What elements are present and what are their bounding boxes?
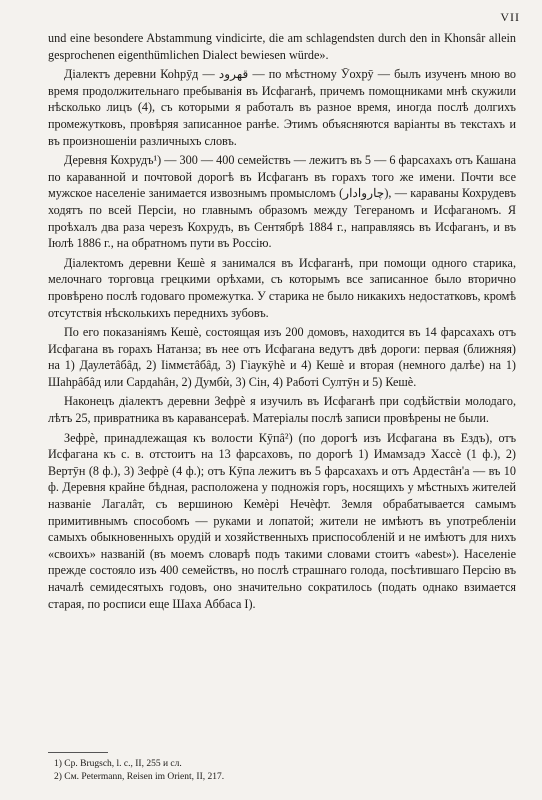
footnote: 2) См. Petermann, Reisen im Orient, II, 217. [54,772,225,782]
paragraph: Діалектомъ деревни Кешѐ я занимался въ Исфаганѣ, при помощи одного старика, мелочнаго торговца грецкими орѣхами, съ которымъ все записанное было вторично провѣрено послѣ годоваго промежутка. У старика не было никакихъ недостатковъ, кромѣ отсутствія нѣсколькихъ переднихъ зубовъ. [48,255,516,320]
body-text [48,30,516,615]
paragraph: Деревня Кохрудъ¹) — 300 — 400 семействъ — лежитъ въ 5 — 6 фарсахахъ отъ Кашана по караванной и почтовой дорогѣ въ Исфаганъ въ горахъ того же имени. Почти все мужское населеніе занимается извознымъ промысломъ (چاروادار), — караваны Кохрудевъ ходятъ по всей Персіи, но главнымъ образомъ между Тегераномъ и Исфаганомъ. Я проѣхалъ два раза черезъ Кохрудъ, въ Сентябрѣ 1884 г., направляясь въ Исфаганъ, и въ Іюлѣ 1886 г., на обратномъ пути въ Россію. [48,153,516,251]
footnotes [54,758,514,784]
footnote-divider [48,752,108,753]
paragraph: Діалектъ деревни Коhрӯд — قهرود — по мѣстному Ӯохрӯ — былъ изученъ мною во время продолжительнаго пребыванія въ Исфаганѣ, причемъ помощниками мнѣ скужили нѣсколько лицъ (4), съ которыми я работалъ въ разное время, иногда послѣ долгихъ промежутковъ, провѣряя записанное ранѣе. Этимъ объясняются варіанты въ текстахъ и въ произношеніи различныхъ словъ. [48,67,516,148]
paragraph: Наконецъ діалектъ деревни Зефрѐ я изучилъ въ Исфаганѣ при содѣйствіи молодаго, лѣтъ 25, привратника въ каравансераѣ. Матеріалы послѣ записи провѣрены не были. [48,394,516,426]
page-number: VII [500,10,520,24]
paragraph: und eine besondere Abstammung vindicirte, die am schlagendsten durch den in Khonsâr allein gesprochenen eigenthümlichen Dialect bewiesen würde». [48,31,516,62]
paragraph: Зефрѐ, принадлежащая къ волости Кӯпâ²) (по дорогѣ изъ Исфагана въ Ездъ), отъ Исфагана къ с. в. отстоитъ на 13 фарсаховъ, по дорогѣ 1) Имамзадэ Хассѐ (1 ф.), 2) Вертӯн (8 ф.), 3) Зефрѐ (4 ф.); отъ Кӯпа лежитъ въ 5 фарсахахъ и отъ Ардестâн'а — въ 10 ф. Деревня крайне бѣдная, расположена у подножія горъ, носящихъ у мѣстныхъ жителей названіе Лагалâт, съ вершиною Кемѐрі Нечѐфт. Земля обрабатывается самымъ примитивнымъ способомъ — руками и лопатой; жители не имѣютъ въ употребленіи самыхъ обыкновенныхъ орудій и хозяйственныхъ приспособленій и не имѣютъ для нихъ «своихъ» названій (въ моемъ словарѣ подъ такими словами стоитъ «abest»). Населеніе прежде состояло изъ 400 семействъ, но послѣ страшнаго голода, посѣтившаго Персію въ началѣ семидесятыхъ годовъ, оно значительно сократилось (подать однако взимается старая, по росписи еще Шаха Аббаса I). [48,430,516,611]
footnote: 1) Ср. Brugsch, l. c., II, 255 и сл. [54,759,182,769]
paragraph: По его показаніямъ Кешѐ, состоящая изъ 200 домовъ, находится въ 14 фарсахахъ отъ Исфагана въ горахъ Натанза; въ нее отъ Исфагана ведутъ двѣ дороги: первая (ближняя) на 1) Даулетâбâд, 2) Ӏіммєтâбâд, 3) Гіаукӯhѐ и 4) Кешѐ и вторая (немного далѣе) на 1) Шаhрâбâд или Сардаhâн, 2) Думбѝ, 3) Сін, 4) Работі Султӯн и 5) Кешѐ. [48,325,516,389]
